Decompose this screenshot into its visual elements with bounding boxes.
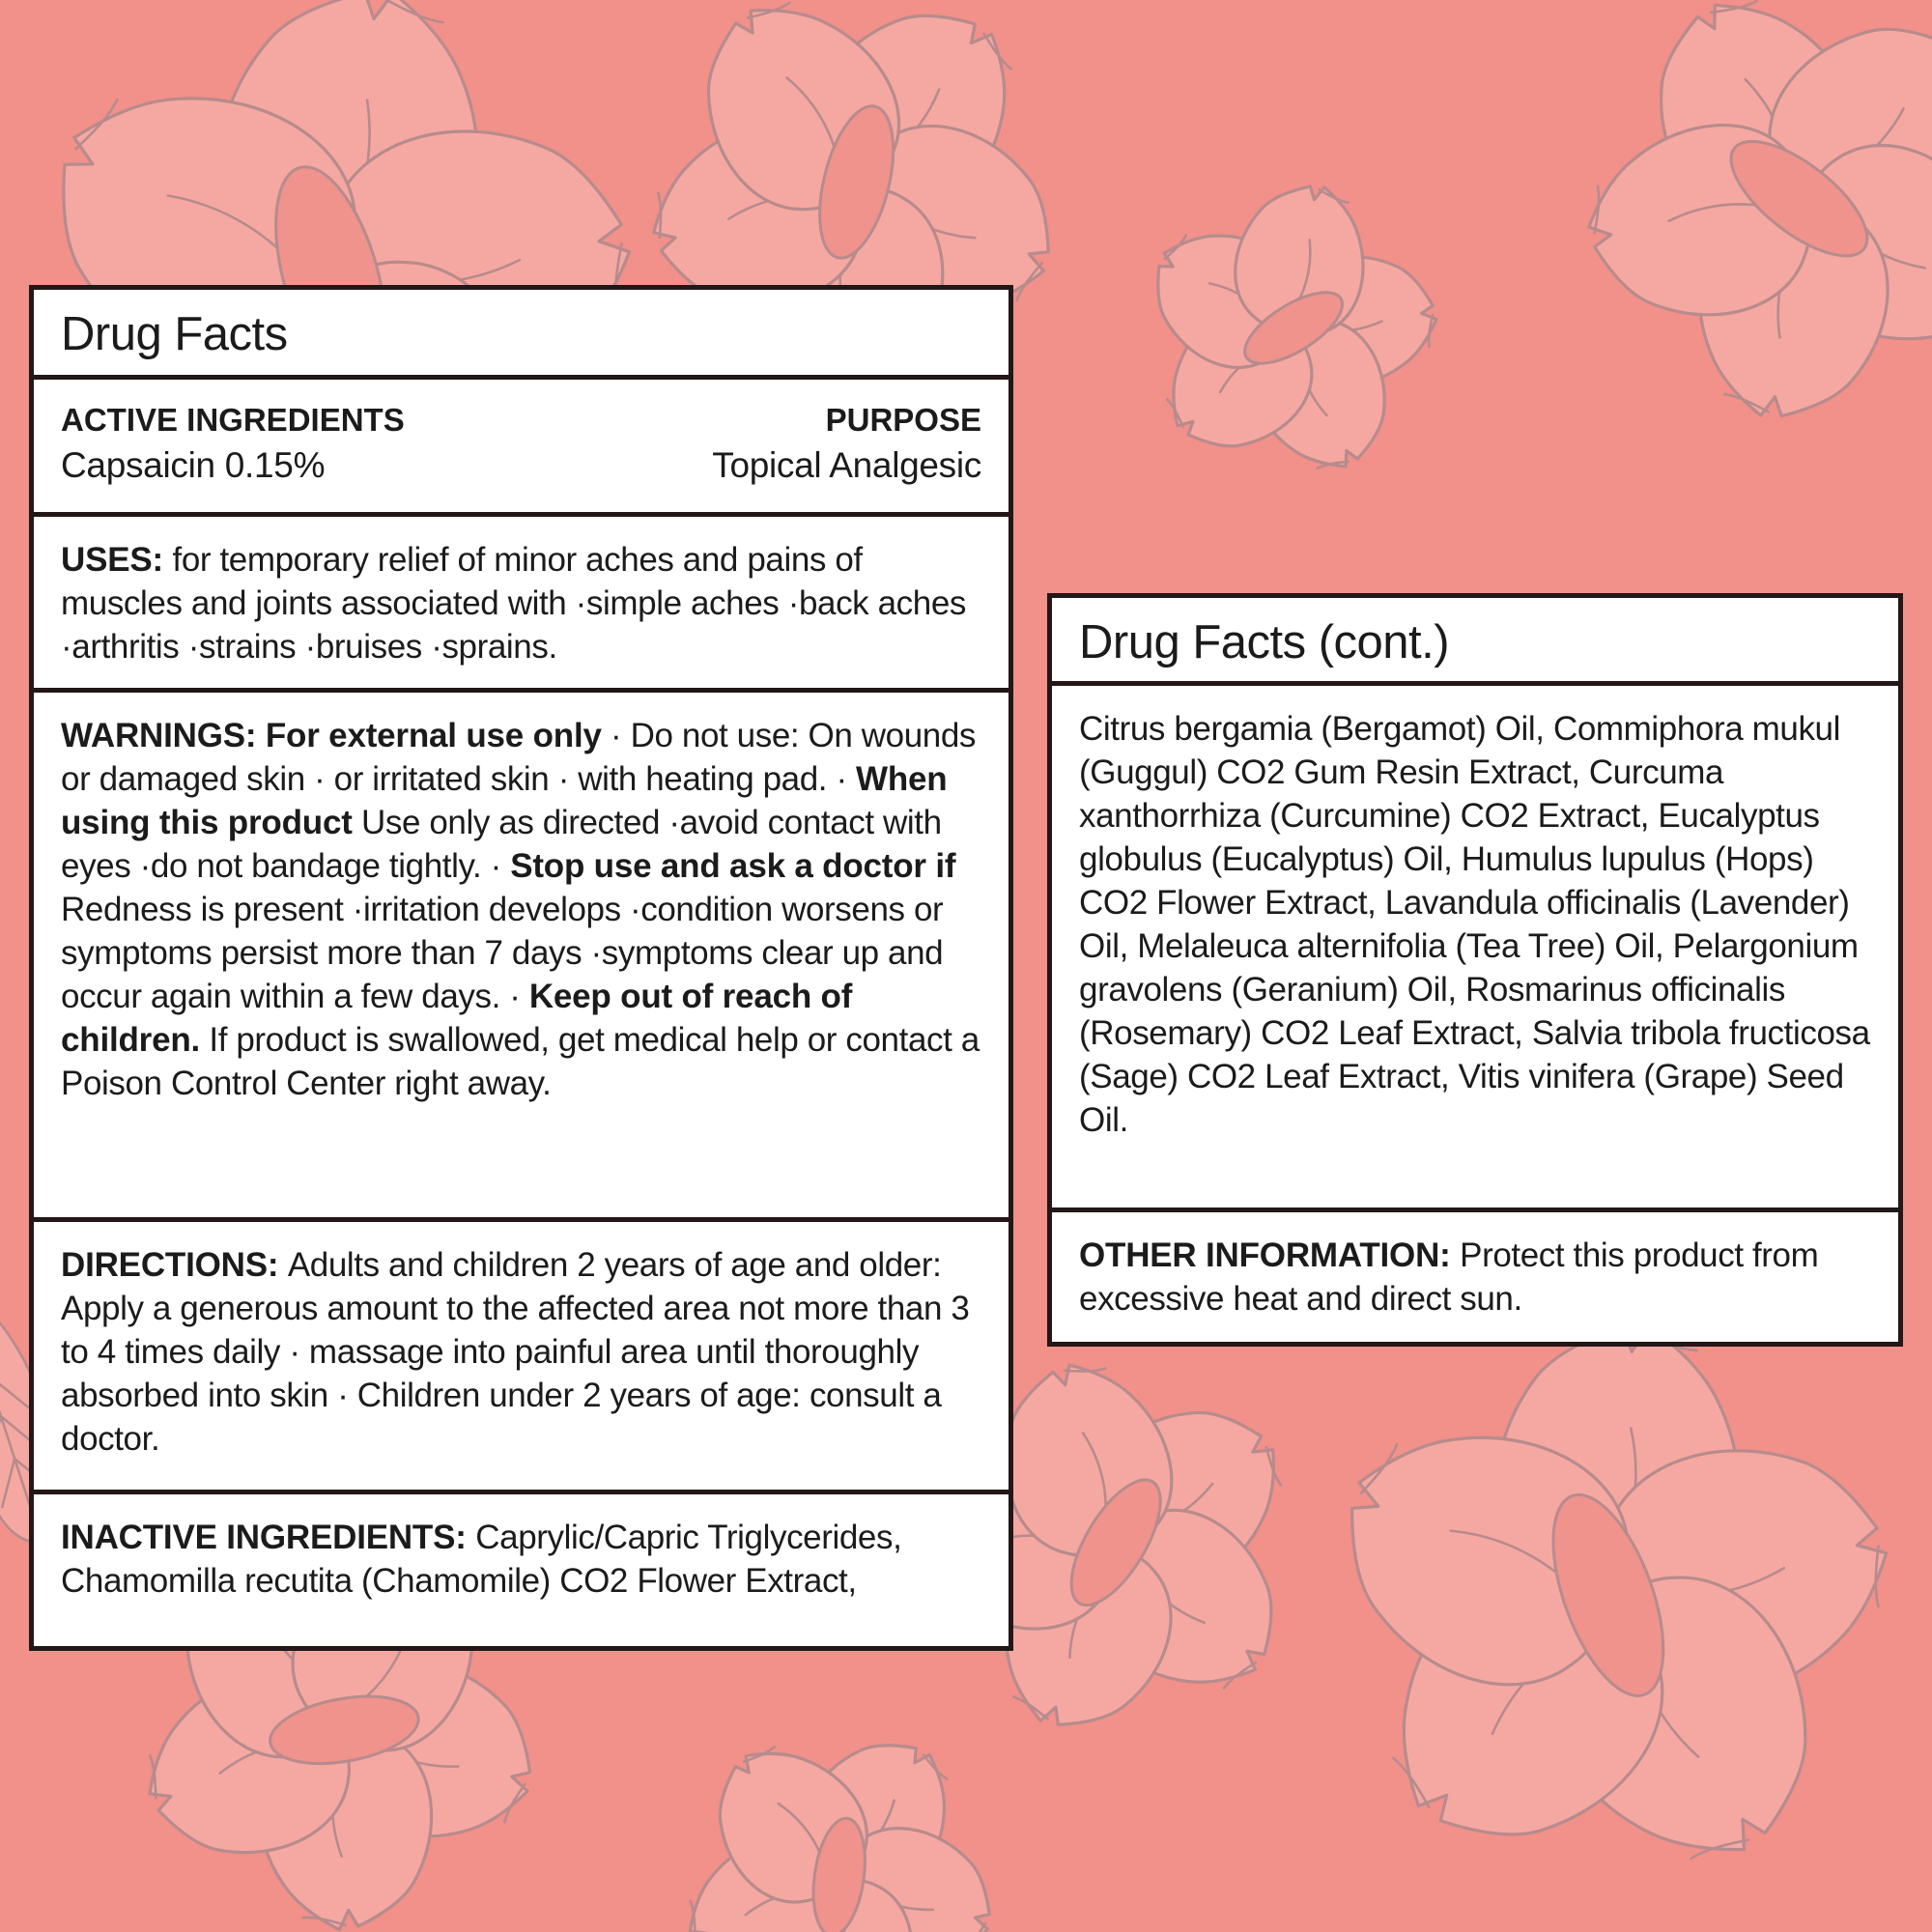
uses-section: USES: for temporary relief of minor aches and pains of muscles and joints associated with ·simple aches ·back aches ·arthritis ·strains ·bruises ·sprains. — [34, 512, 1009, 688]
inactive-ingredients-section: INACTIVE INGREDIENTS: Caprylic/Capric Triglycerides, Chamomilla recutita (Chamomile) CO2 Flower Extract, — [34, 1490, 1009, 1646]
active-ingredient-value: Capsaicin 0.15% — [61, 445, 326, 485]
purpose-column — [712, 399, 981, 512]
flower-illustration — [607, 1660, 1065, 1932]
drug-facts-panel — [29, 285, 1013, 1651]
other-information-section: OTHER INFORMATION: Protect this product from excessive heat and direct sun. — [1052, 1208, 1898, 1342]
panel-title: Drug Facts — [61, 308, 288, 360]
purpose-value: Topical Analgesic — [712, 445, 981, 485]
directions-section: DIRECTIONS: Adults and children 2 years of age and older: Apply a generous amount to the affected area not more than 3 to 4 times daily · massage into painful area until thoroughly absorbed into skin · Children under 2 years of age: consult a doctor. — [34, 1217, 1009, 1490]
flower-illustration — [1288, 1304, 1932, 1922]
active-ingredients-heading: ACTIVE INGREDIENTS — [61, 402, 405, 438]
purpose-heading: PURPOSE — [825, 402, 981, 438]
ingredients-cont-section: Citrus bergamia (Bergamot) Oil, Commiphora mukul (Guggul) CO2 Gum Resin Extract, Curcuma xanthorrhiza (Curcumine) CO2 Extract, Eucalyptus globulus (Eucalyptus) Oil, Humulus lupulus (Hops) CO2 Flower Extract, Lavandula officinalis (Lavender) Oil, Melaleuca alternifolia (Tea Tree) Oil, Pelargonium gravolens (Geranium) Oil, Rosmarinus officinalis (Rosemary) CO2 Leaf Extract, Salvia tribola fructicosa (Sage) CO2 Leaf Extract, Vitis vinifera (Grape) Seed Oil. — [1052, 681, 1898, 1208]
flower-illustration — [1112, 152, 1457, 509]
warnings-section: WARNINGS: For external use only · Do not use: On wounds or damaged skin · or irritated skin · with heating pad. · When using this product Use only as directed ·avoid contact with eyes ·do not bandage tightly. · Stop use and ask a doctor if Redness is present ·irritation develops ·condition worsens or symptoms persist more than 7 days ·symptoms clear up and occur again within a few days. · Keep out of reach of children. If product is swallowed, get medical help or contact a Poison Control Center right away. — [34, 688, 1009, 1217]
active-ingredients-column — [61, 399, 405, 512]
flower-illustration — [1494, 0, 1932, 518]
active-ingredients-row — [34, 375, 1009, 512]
drug-facts-cont-panel — [1047, 593, 1903, 1347]
panel-cont-title: Drug Facts (cont.) — [1079, 616, 1450, 668]
